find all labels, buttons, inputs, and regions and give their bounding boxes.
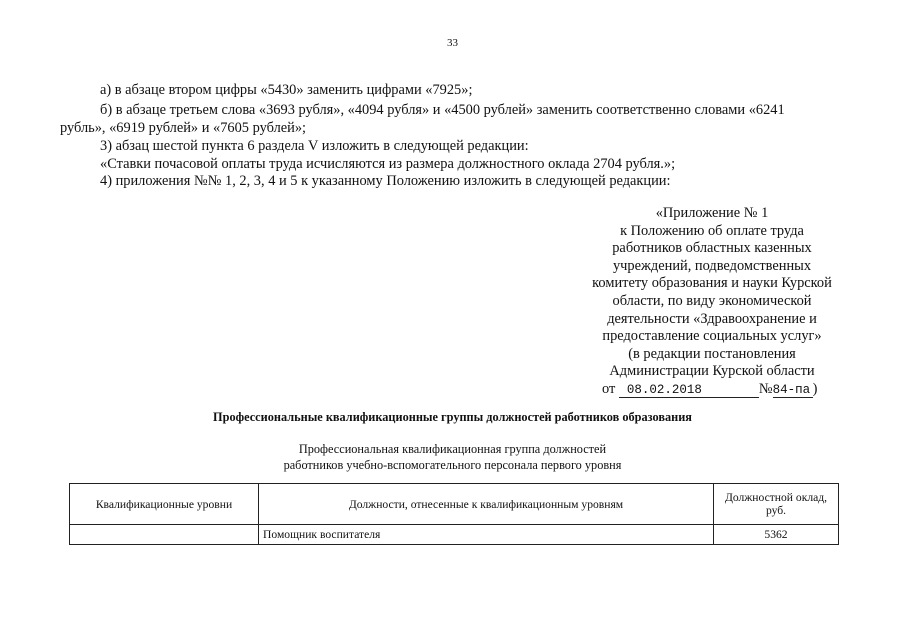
appendix-line: Администрации Курской области [609,363,815,380]
appendix-line: области, по виду экономической [612,292,812,309]
from-label: от [602,380,616,397]
salary-table [69,483,839,545]
appendix-line: предоставление социальных услуг» [602,328,822,345]
number-label: № [758,380,773,397]
header-levels: Квалификационные уровни [70,484,259,525]
resolution-number: 84-па [773,383,813,398]
appendix-line: комитету образования и науки Курской [592,275,832,292]
paragraph-4: 4) приложения №№ 1, 2, 3, 4 и 5 к указанному Положению изложить в следующей редакции: [100,173,671,189]
appendix-line: «Приложение № 1 [655,205,769,221]
appendix-line: деятельности «Здравоохранение и [607,310,817,327]
header-positions: Должности, отнесенные к квалификационным уровням [259,484,714,525]
table-header-row [70,484,839,525]
paragraph-a: а) в абзаце втором цифры «5430» заменить цифрами «7925»; [100,82,473,98]
group-title-line1: Профессиональная квалификационная группа должностей [298,442,607,456]
header-salary: Должностной оклад, руб. [714,484,839,525]
group-title-line2: работников учебно-вспомогательного персонала первого уровня [283,458,622,472]
page-number: 33 [447,37,458,49]
appendix-line: к Положению об оплате труда [620,222,804,239]
closing-paren: ) [812,380,818,397]
cell-position: Помощник воспитателя [259,525,714,545]
paragraph-b-line1: б) в абзаце третьем слова «3693 рубля», «4094 рубля» и «4500 рублей» заменить соответственно словами «6241 [100,102,785,118]
paragraph-quote: «Ставки почасовой оплаты труда исчисляются из размера должностного оклада 2704 рубля.»; [100,156,676,172]
paragraph-b-line2: рубль», «6919 рублей» и «7605 рублей»; [60,120,307,136]
cell-salary: 5362 [714,525,839,545]
resolution-date: 08.02.2018 [619,383,759,398]
resolution-reference [578,381,846,399]
appendix-line: работников областных казенных [612,240,812,257]
cell-level [70,525,259,545]
table-row [70,525,839,545]
appendix-line: учреждений, подведомственных [612,257,812,274]
section-heading: Профессиональные квалификационные группы должностей работников образования [213,410,692,424]
appendix-line: (в редакции постановления [628,345,796,362]
paragraph-3: 3) абзац шестой пункта 6 раздела V изложить в следующей редакции: [100,138,529,154]
appendix-block [578,205,846,399]
